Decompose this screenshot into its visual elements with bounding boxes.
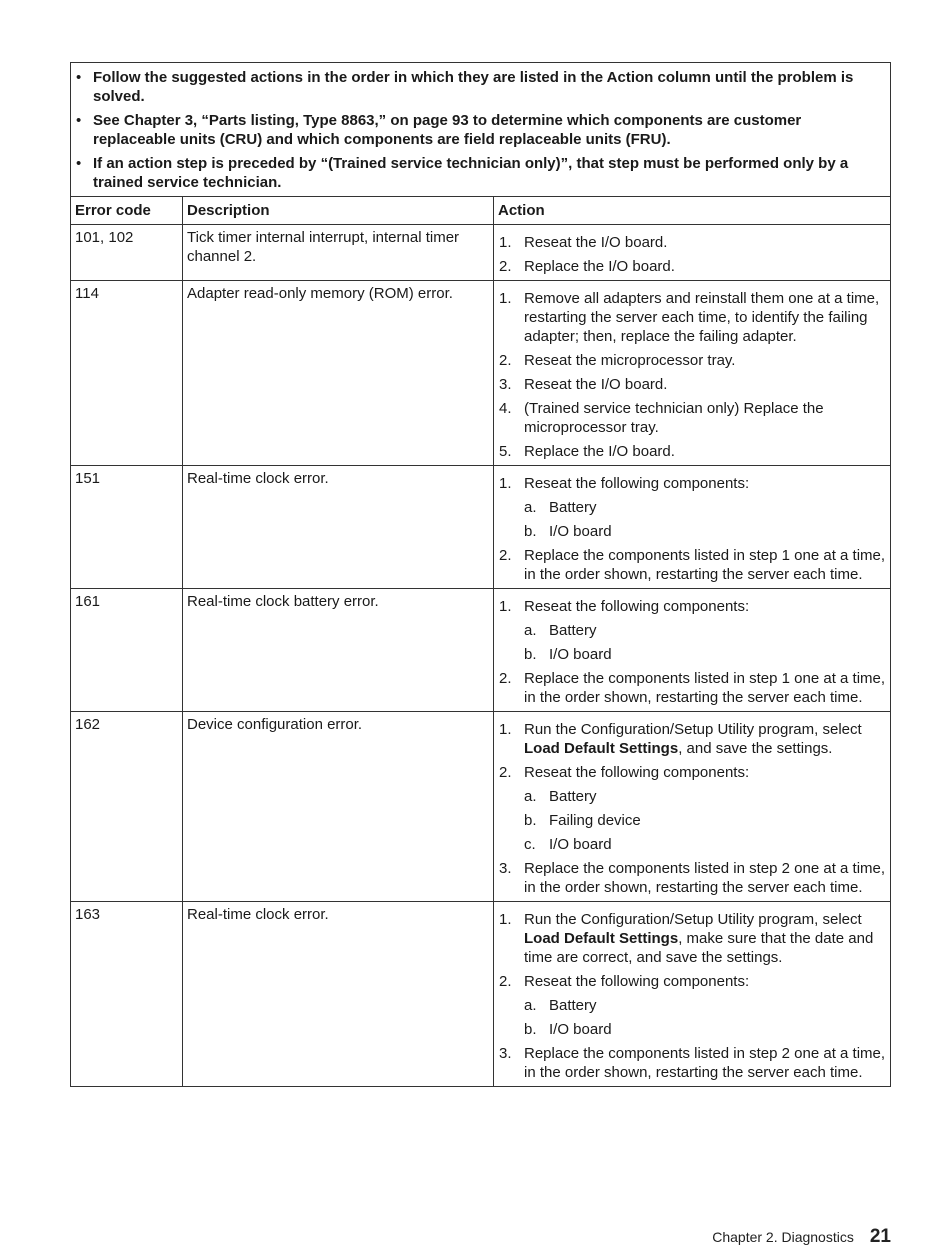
note-text: Follow the suggested actions in the order in which they are listed in the Action column until the problem is solved. xyxy=(93,69,854,105)
step-text-part: Run the Configuration/Setup Utility program, select xyxy=(524,911,862,928)
action-step xyxy=(498,669,886,707)
step-text-part: Replace the I/O board. xyxy=(524,258,675,275)
page-number: 21 xyxy=(869,1226,891,1247)
action-step xyxy=(498,859,886,897)
header-error-code: Error code xyxy=(71,197,183,225)
action-cell xyxy=(494,902,891,1087)
step-text-emphasis: Load Default Settings xyxy=(524,930,679,947)
table-header-row xyxy=(71,197,891,225)
sub-step xyxy=(524,498,886,517)
step-number: 1. xyxy=(499,911,512,928)
step-text-part: Replace the I/O board. xyxy=(524,443,675,460)
step-number: 5. xyxy=(499,443,512,460)
error-code-cell: 101, 102 xyxy=(71,225,183,281)
step-number: 2. xyxy=(499,670,512,687)
sub-step xyxy=(524,996,886,1015)
step-text xyxy=(524,376,667,393)
sub-step-letter: a. xyxy=(524,499,537,516)
action-step xyxy=(498,720,886,758)
step-text-part: Replace the components listed in step 2 one at a time, in the order shown, restarting the server each time. xyxy=(524,1045,886,1081)
step-text-part: Reseat the microprocessor tray. xyxy=(524,352,736,369)
step-text xyxy=(524,973,749,990)
step-text-part: Replace the components listed in step 2 one at a time, in the order shown, restarting the server each time. xyxy=(524,860,886,896)
action-cell xyxy=(494,225,891,281)
error-code-cell: 162 xyxy=(71,712,183,902)
note-text: See Chapter 3, “Parts listing, Type 8863,” on page 93 to determine which components are customer replaceable units (CRU) and which components are field replaceable units (FRU). xyxy=(93,112,802,148)
bullet-icon: • xyxy=(76,155,82,172)
action-step xyxy=(498,972,886,1039)
sub-step-text: I/O board xyxy=(549,523,612,540)
action-step xyxy=(498,474,886,541)
sub-step-letter: c. xyxy=(524,836,536,853)
action-steps xyxy=(498,720,886,897)
step-number: 2. xyxy=(499,352,512,369)
sub-step xyxy=(524,645,886,664)
error-code-cell: 161 xyxy=(71,589,183,712)
header-description: Description xyxy=(183,197,494,225)
table-row xyxy=(71,589,891,712)
sub-step xyxy=(524,621,886,640)
bullet-icon: • xyxy=(76,112,82,129)
error-code-table-body xyxy=(71,63,891,1087)
step-text-part: Reseat the following components: xyxy=(524,598,750,615)
step-text xyxy=(524,443,675,460)
table-row xyxy=(71,902,891,1087)
step-text xyxy=(524,764,749,781)
action-steps xyxy=(498,289,886,461)
sub-steps xyxy=(524,996,886,1039)
error-code-table xyxy=(70,62,891,1087)
step-text-part: Remove all adapters and reinstall them one at a time, restarting the server each time, to identify the failing adapter; then, replace the failing adapter. xyxy=(524,290,880,345)
sub-step-letter: a. xyxy=(524,997,537,1014)
step-number: 3. xyxy=(499,860,512,877)
step-text xyxy=(524,598,749,615)
step-number: 1. xyxy=(499,234,512,251)
step-text xyxy=(524,670,885,706)
step-number: 3. xyxy=(499,1045,512,1062)
description-cell: Real-time clock error. xyxy=(183,902,494,1087)
action-cell xyxy=(494,466,891,589)
step-text-part: , and save the settings. xyxy=(678,740,833,757)
step-text-part: Replace the components listed in step 1 one at a time, in the order shown, restarting the server each time. xyxy=(524,547,886,583)
step-text xyxy=(524,911,873,966)
step-text-part: Run the Configuration/Setup Utility program, select xyxy=(524,721,862,738)
step-number: 3. xyxy=(499,376,512,393)
action-steps xyxy=(498,233,886,276)
bullet-icon: • xyxy=(76,69,82,86)
note-item xyxy=(75,68,882,106)
table-row xyxy=(71,281,891,466)
step-number: 1. xyxy=(499,721,512,738)
step-number: 1. xyxy=(499,290,512,307)
action-steps xyxy=(498,474,886,584)
action-step xyxy=(498,375,886,394)
note-item xyxy=(75,111,882,149)
table-row xyxy=(71,225,891,281)
header-action: Action xyxy=(494,197,891,225)
action-step xyxy=(498,442,886,461)
action-steps xyxy=(498,597,886,707)
action-steps xyxy=(498,910,886,1082)
step-number: 1. xyxy=(499,598,512,615)
action-step xyxy=(498,597,886,664)
sub-step xyxy=(524,811,886,830)
step-text-part: Reseat the following components: xyxy=(524,973,750,990)
sub-step xyxy=(524,835,886,854)
sub-step-text: I/O board xyxy=(549,836,612,853)
sub-step-letter: b. xyxy=(524,1021,537,1038)
sub-step-text: Failing device xyxy=(549,812,641,829)
step-text-part: Reseat the I/O board. xyxy=(524,234,668,251)
sub-step-letter: b. xyxy=(524,523,537,540)
description-cell: Tick timer internal interrupt, internal timer channel 2. xyxy=(183,225,494,281)
step-number: 4. xyxy=(499,400,512,417)
sub-step-letter: b. xyxy=(524,646,537,663)
action-step xyxy=(498,351,886,370)
description-cell: Adapter read-only memory (ROM) error. xyxy=(183,281,494,466)
step-text-emphasis: Load Default Settings xyxy=(524,740,679,757)
description-cell: Device configuration error. xyxy=(183,712,494,902)
error-code-cell: 163 xyxy=(71,902,183,1087)
action-cell xyxy=(494,589,891,712)
note-item xyxy=(75,154,882,192)
sub-step-text: Battery xyxy=(549,499,597,516)
sub-steps xyxy=(524,498,886,541)
sub-steps xyxy=(524,787,886,854)
step-text xyxy=(524,475,749,492)
sub-step-letter: b. xyxy=(524,812,537,829)
step-number: 2. xyxy=(499,764,512,781)
action-step xyxy=(498,546,886,584)
action-step xyxy=(498,1044,886,1082)
action-step xyxy=(498,399,886,437)
step-text-part: (Trained service technician only) Replace the microprocessor tray. xyxy=(524,400,824,436)
step-text xyxy=(524,721,862,757)
sub-step-text: I/O board xyxy=(549,646,612,663)
step-text-part: , make sure that the date and time are correct, and save the settings. xyxy=(524,930,874,966)
action-step xyxy=(498,289,886,346)
sub-step-text: Battery xyxy=(549,997,597,1014)
sub-steps xyxy=(524,621,886,664)
sub-step-text: I/O board xyxy=(549,1021,612,1038)
action-step xyxy=(498,257,886,276)
error-code-cell: 114 xyxy=(71,281,183,466)
notes-cell xyxy=(71,63,891,197)
step-number: 1. xyxy=(499,475,512,492)
step-text xyxy=(524,547,885,583)
sub-step-text: Battery xyxy=(549,622,597,639)
step-text-part: Reseat the following components: xyxy=(524,764,750,781)
description-cell: Real-time clock error. xyxy=(183,466,494,589)
step-text-part: Reseat the I/O board. xyxy=(524,376,668,393)
note-text: If an action step is preceded by “(Trained service technician only)”, that step must be performed only by a trained service technician. xyxy=(93,155,849,191)
action-cell xyxy=(494,281,891,466)
action-step xyxy=(498,763,886,854)
page-footer xyxy=(712,1226,891,1248)
action-step xyxy=(498,910,886,967)
action-step xyxy=(498,233,886,252)
step-text xyxy=(524,860,885,896)
sub-step-letter: a. xyxy=(524,788,537,805)
step-text-part: Replace the components listed in step 1 one at a time, in the order shown, restarting the server each time. xyxy=(524,670,886,706)
step-text xyxy=(524,1045,885,1081)
sub-step xyxy=(524,1020,886,1039)
error-code-cell: 151 xyxy=(71,466,183,589)
sub-step xyxy=(524,787,886,806)
step-text-part: Reseat the following components: xyxy=(524,475,750,492)
notes-row xyxy=(71,63,891,197)
table-row xyxy=(71,712,891,902)
action-cell xyxy=(494,712,891,902)
step-number: 2. xyxy=(499,258,512,275)
step-text xyxy=(524,234,667,251)
step-number: 2. xyxy=(499,547,512,564)
notes-list xyxy=(75,68,882,192)
sub-step xyxy=(524,522,886,541)
step-number: 2. xyxy=(499,973,512,990)
step-text xyxy=(524,400,824,436)
sub-step-text: Battery xyxy=(549,788,597,805)
step-text xyxy=(524,352,735,369)
sub-step-letter: a. xyxy=(524,622,537,639)
description-cell: Real-time clock battery error. xyxy=(183,589,494,712)
table-row xyxy=(71,466,891,589)
footer-chapter: Chapter 2. Diagnostics xyxy=(712,1229,854,1245)
step-text xyxy=(524,290,879,345)
step-text xyxy=(524,258,675,275)
